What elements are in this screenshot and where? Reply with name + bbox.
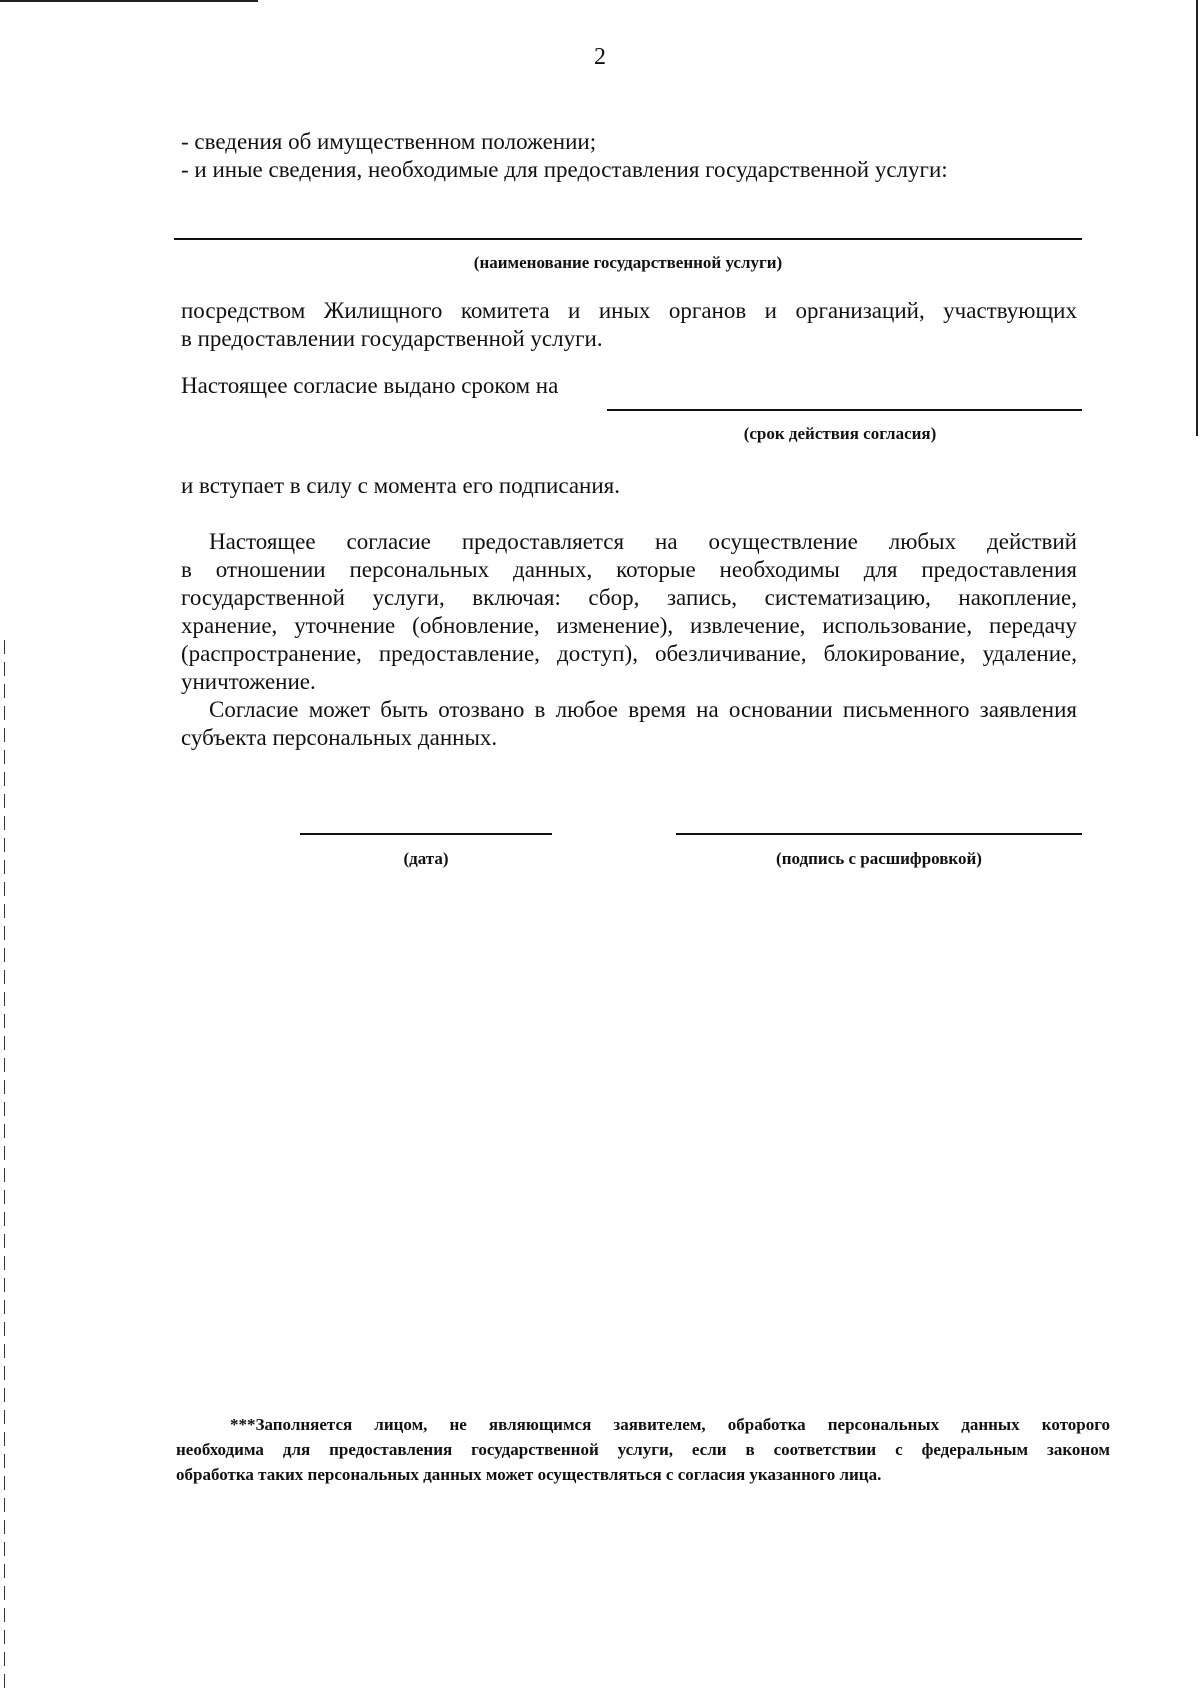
scope-paragraph-line: в отношении персональных данных, которые необходимы для предоставления xyxy=(181,557,1077,582)
footnote-line: необходима для предоставления государственной услуги, если в соответствии с федеральным законом xyxy=(176,1440,1110,1459)
date-blank-line xyxy=(300,833,552,835)
scope-paragraph-line: уничтожение. xyxy=(181,669,316,694)
effective-text: и вступает в силу с момента его подписания. xyxy=(181,473,620,498)
page-number: 2 xyxy=(594,44,606,70)
signature-blank-line xyxy=(676,833,1082,835)
scope-paragraph-line: государственной услуги, включая: сбор, запись, систематизацию, накопление, xyxy=(181,585,1077,610)
term-blank-line xyxy=(607,409,1082,411)
revoke-paragraph-line: Согласие может быть отозвано в любое время на основании письменного заявления xyxy=(209,697,1077,722)
scope-paragraph-line: Настоящее согласие предоставляется на осуществление любых действий xyxy=(209,529,1077,554)
through-text-line: посредством Жилищного комитета и иных органов и организаций, участвующих xyxy=(181,298,1077,323)
term-caption: (срок действия согласия) xyxy=(743,424,937,443)
footnote-line: ***Заполняется лицом, не являющимся заявителем, обработка персональных данных которого xyxy=(230,1415,1110,1434)
service-name-caption: (наименование государственной услуги) xyxy=(473,253,783,272)
service-name-blank-line xyxy=(174,238,1082,240)
revoke-paragraph-line: субъекта персональных данных. xyxy=(181,725,498,750)
list-item: - и иные сведения, необходимые для предоставления государственной услуги: xyxy=(181,157,948,182)
scan-edge-left xyxy=(4,640,5,1690)
signature-caption: (подпись с расшифровкой) xyxy=(776,849,982,868)
scan-edge-top xyxy=(0,0,258,2)
list-item: - сведения об имущественном положении; xyxy=(181,129,597,154)
footnote-line: обработка таких персональных данных может осуществляться с согласия указанного лица. xyxy=(176,1465,882,1484)
scope-paragraph-line: хранение, уточнение (обновление, изменение), извлечение, использование, передачу xyxy=(181,613,1077,638)
through-text-line: в предоставлении государственной услуги. xyxy=(181,326,603,351)
date-caption: (дата) xyxy=(403,849,449,868)
scope-paragraph-line: (распространение, предоставление, доступ), обезличивание, блокирование, удаление, xyxy=(181,641,1077,666)
term-text: Настоящее согласие выдано сроком на xyxy=(181,373,559,398)
